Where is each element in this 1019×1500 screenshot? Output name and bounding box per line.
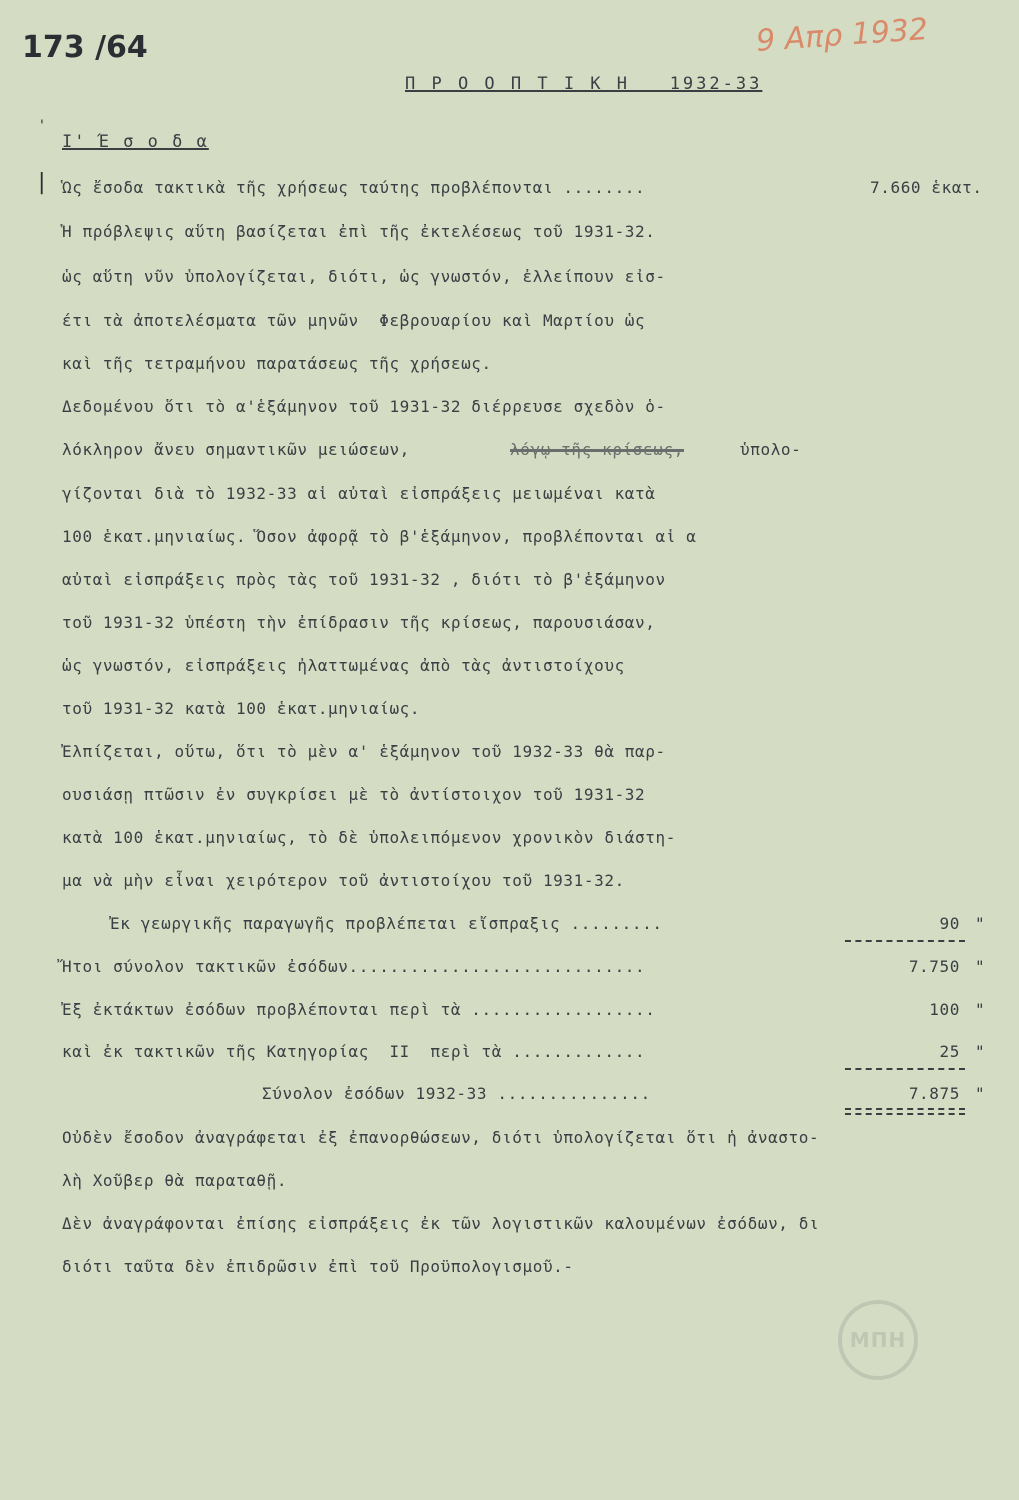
body-amount: 7.660 ἑκατ. (870, 178, 983, 197)
footer-line: διότι ταῦτα δὲν ἐπιδρῶσιν ἐπὶ τοῦ Προϋπολογισμοῦ.- (62, 1257, 574, 1276)
margin-bar-mark: | (38, 170, 46, 195)
body-line: Δεδομένου ὅτι τὸ α'ἑξάμηνον τοῦ 1931-32 διέρρευσε σχεδὸν ὁ- (62, 397, 666, 416)
reference-number: 173 /64 (22, 30, 148, 65)
section-heading: Ι' Έ σ ο δ α (62, 132, 209, 152)
body-line: Ἐλπίζεται, οὕτω, ὅτι τὸ μὲν α' ἑξάμηνον τοῦ 1932-33 θὰ παρ- (62, 742, 666, 761)
body-line: τοῦ 1931-32 ὑπέστη τὴν ἐπίδρασιν τῆς κρίσεως, παρουσιάσαν, (62, 613, 656, 632)
ditto-mark: " (975, 1042, 985, 1061)
body-line: κατὰ 100 ἑκατ.μηνιαίως, τὸ δὲ ὑπολειπόμενον χρονικὸν διάστη- (62, 828, 676, 847)
archive-seal: ΜΠΗ (838, 1300, 918, 1380)
body-line: μα νὰ μὴν εἶναι χειρότερον τοῦ ἀντιστοίχου τοῦ 1931-32. (62, 871, 625, 890)
summary-row-amount: 7.750 (908, 957, 960, 976)
summary-row-label: Ἤτοι σύνολον τακτικῶν ἐσόδων............................. (62, 957, 646, 976)
footer-line: λὴ Χοῦβερ θὰ παραταθῇ. (62, 1171, 288, 1190)
body-line: τοῦ 1931-32 κατὰ 100 ἑκατ.μηνιαίως. (62, 699, 421, 718)
summary-total-label: Σύνολον ἐσόδων 1932-33 ............... (262, 1084, 651, 1103)
handwritten-date: 9 Απρ 1932 (754, 12, 930, 59)
ditto-mark: " (975, 1084, 985, 1103)
body-line: Ἡ πρόβλεψις αὕτη βασίζεται ἐπὶ τῆς ἐκτελέσεως τοῦ 1931-32. (62, 222, 656, 241)
body-line: ουσιάσῃ πτῶσιν ἐν συγκρίσει μὲ τὸ ἀντίστοιχον τοῦ 1931-32 (62, 785, 646, 804)
summary-row-label: καὶ ἐκ τακτικῶν τῆς Κατηγορίας ΙΙ περὶ τὰ ............. (62, 1042, 646, 1061)
body-line: καὶ τῆς τετραμήνου παρατάσεως τῆς χρήσεως. (62, 354, 492, 373)
ditto-mark: " (975, 1000, 985, 1019)
ditto-mark: " (975, 957, 985, 976)
total-double-rule (845, 1108, 965, 1115)
summary-row-amount: 90 (939, 914, 960, 933)
body-line: λόκληρον ἄνευ σημαντικῶν μειώσεων, (62, 440, 410, 459)
body-line: έτι τὰ ἀποτελέσματα τῶν μηνῶν Φεβρουαρίου καὶ Μαρτίου ὡς (62, 311, 646, 330)
body-line-tail: ὑπολο- (740, 440, 802, 459)
struck-text: λόγῳ τῆς κρίσεως, (510, 440, 684, 459)
body-line: Ὡς ἔσοδα τακτικὰ τῆς χρήσεως ταύτης προβλέπονται ........ (62, 178, 646, 197)
subtotal-rule (845, 940, 965, 942)
summary-total-amount: 7.875 (908, 1084, 960, 1103)
body-line: ὡς γνωστόν, εἰσπράξεις ἠλαττωμένας ἀπὸ τὰς ἀντιστοίχους (62, 656, 625, 675)
ditto-mark: " (975, 914, 985, 933)
total-rule (845, 1068, 965, 1070)
body-line: γίζονται διὰ τὸ 1932-33 αἱ αὐταὶ εἰσπράξεις μειωμέναι κατὰ (62, 484, 656, 503)
summary-row-amount: 100 (929, 1000, 960, 1019)
footer-line: Δὲν ἀναγράφονται ἐπίσης εἰσπράξεις ἐκ τῶν λογιστικῶν καλουμένων ἐσόδων, δι (62, 1214, 820, 1233)
document-title: Π Ρ Ο Ο Π Τ Ι Κ Η 1932-33 (405, 74, 763, 94)
footer-line: Οὐδὲν ἔσοδον ἀναγράφεται ἐξ ἐπανορθώσεων, διότι ὑπολογίζεται ὅτι ἡ ἀναστο- (62, 1128, 820, 1147)
summary-row-amount: 25 (939, 1042, 960, 1061)
summary-row-label: Ἐκ γεωργικῆς παραγωγῆς προβλέπεται εἴσπραξις ......... (110, 914, 663, 933)
body-line: ὡς αὕτη νῦν ὑπολογίζεται, διότι, ὡς γνωστόν, ἐλλείπουν εἰσ- (62, 267, 666, 286)
body-line: 100 ἑκατ.μηνιαίως. Ὅσον ἀφορᾷ τὸ β'ἑξάμηνον, προβλέπονται αἱ α (62, 527, 697, 546)
body-line: αὐταὶ εἰσπράξεις πρὸς τὰς τοῦ 1931-32 , διότι τὸ β'ἑξάμηνον (62, 570, 666, 589)
margin-tick-mark: ' (40, 118, 44, 134)
summary-row-label: Ἐξ ἐκτάκτων ἐσόδων προβλέπονται περὶ τὰ .................. (62, 1000, 656, 1019)
